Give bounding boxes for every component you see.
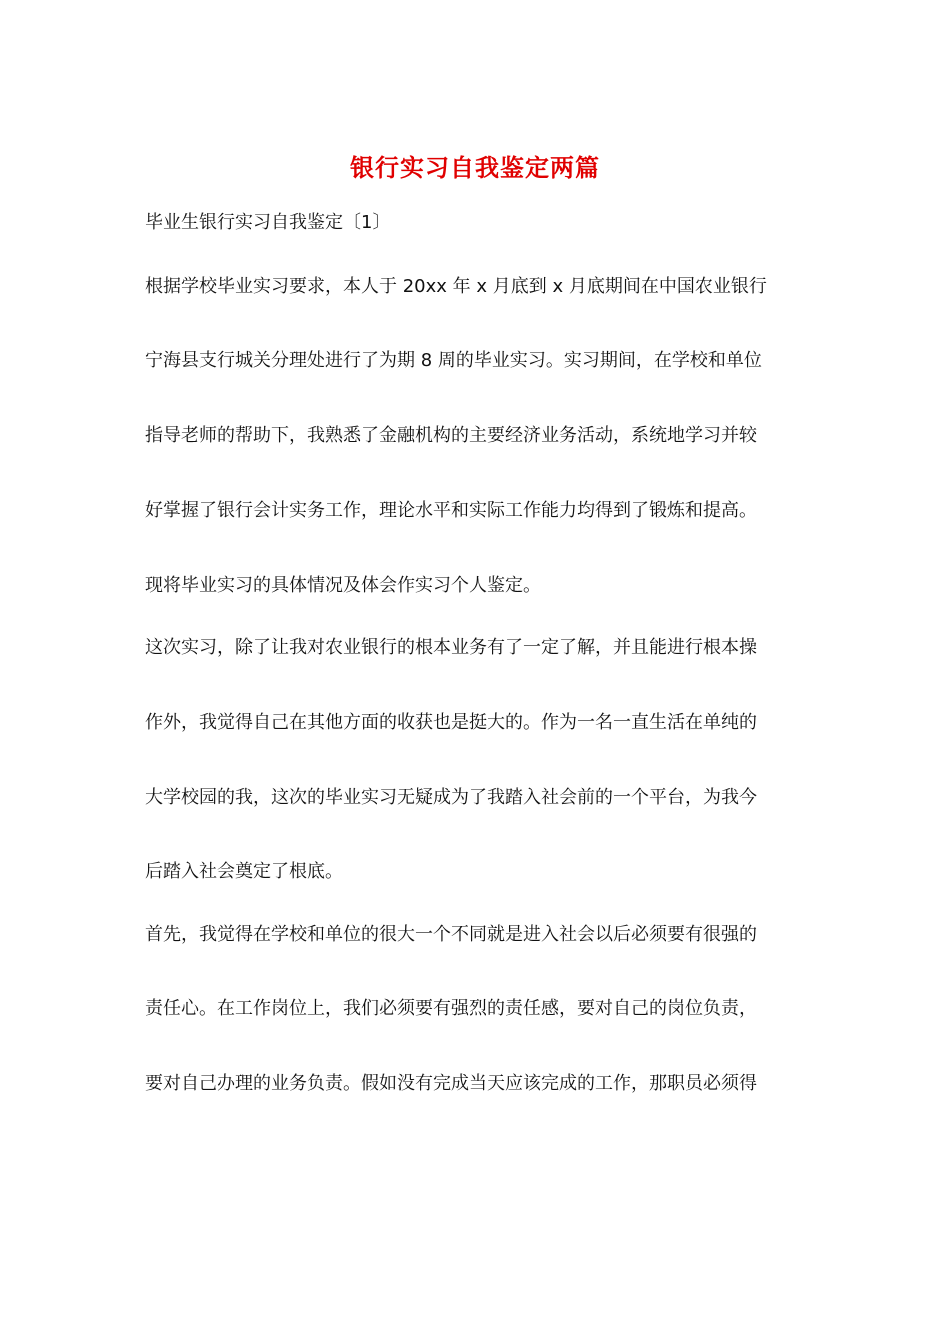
body-line-9: 后踏入社会奠定了根底。 bbox=[145, 861, 343, 882]
body-line-7: 作外，我觉得自己在其他方面的收获也是挺大的。作为一名一直生活在单纯的 bbox=[145, 712, 757, 733]
body-line-10: 首先，我觉得在学校和单位的很大一个不同就是进入社会以后必须要有很强的 bbox=[145, 924, 757, 945]
body-line-8: 大学校园的我，这次的毕业实习无疑成为了我踏入社会前的一个平台，为我今 bbox=[145, 787, 757, 808]
body-line-1: 根据学校毕业实习要求，本人于 20xx 年 x 月底到 x 月底期间在中国农业银行 bbox=[145, 276, 767, 297]
body-line-4: 好掌握了银行会计实务工作，理论水平和实际工作能力均得到了锻炼和提高。 bbox=[145, 500, 757, 521]
body-line-5: 现将毕业实习的具体情况及体会作实习个人鉴定。 bbox=[145, 575, 541, 596]
body-line-2: 宁海县支行城关分理处进行了为期 8 周的毕业实习。实习期间，在学校和单位 bbox=[145, 350, 762, 371]
section-heading: 毕业生银行实习自我鉴定〔1〕 bbox=[145, 212, 391, 233]
body-line-11: 责任心。在工作岗位上，我们必须要有强烈的责任感，要对自己的岗位负责， bbox=[145, 998, 757, 1019]
body-line-12: 要对自己办理的业务负责。假如没有完成当天应该完成的工作，那职员必须得 bbox=[145, 1073, 757, 1094]
document-title: 银行实习自我鉴定两篇 bbox=[350, 153, 600, 182]
body-line-3: 指导老师的帮助下，我熟悉了金融机构的主要经济业务活动，系统地学习并较 bbox=[145, 425, 757, 446]
body-line-6: 这次实习，除了让我对农业银行的根本业务有了一定了解，并且能进行根本操 bbox=[145, 637, 757, 658]
